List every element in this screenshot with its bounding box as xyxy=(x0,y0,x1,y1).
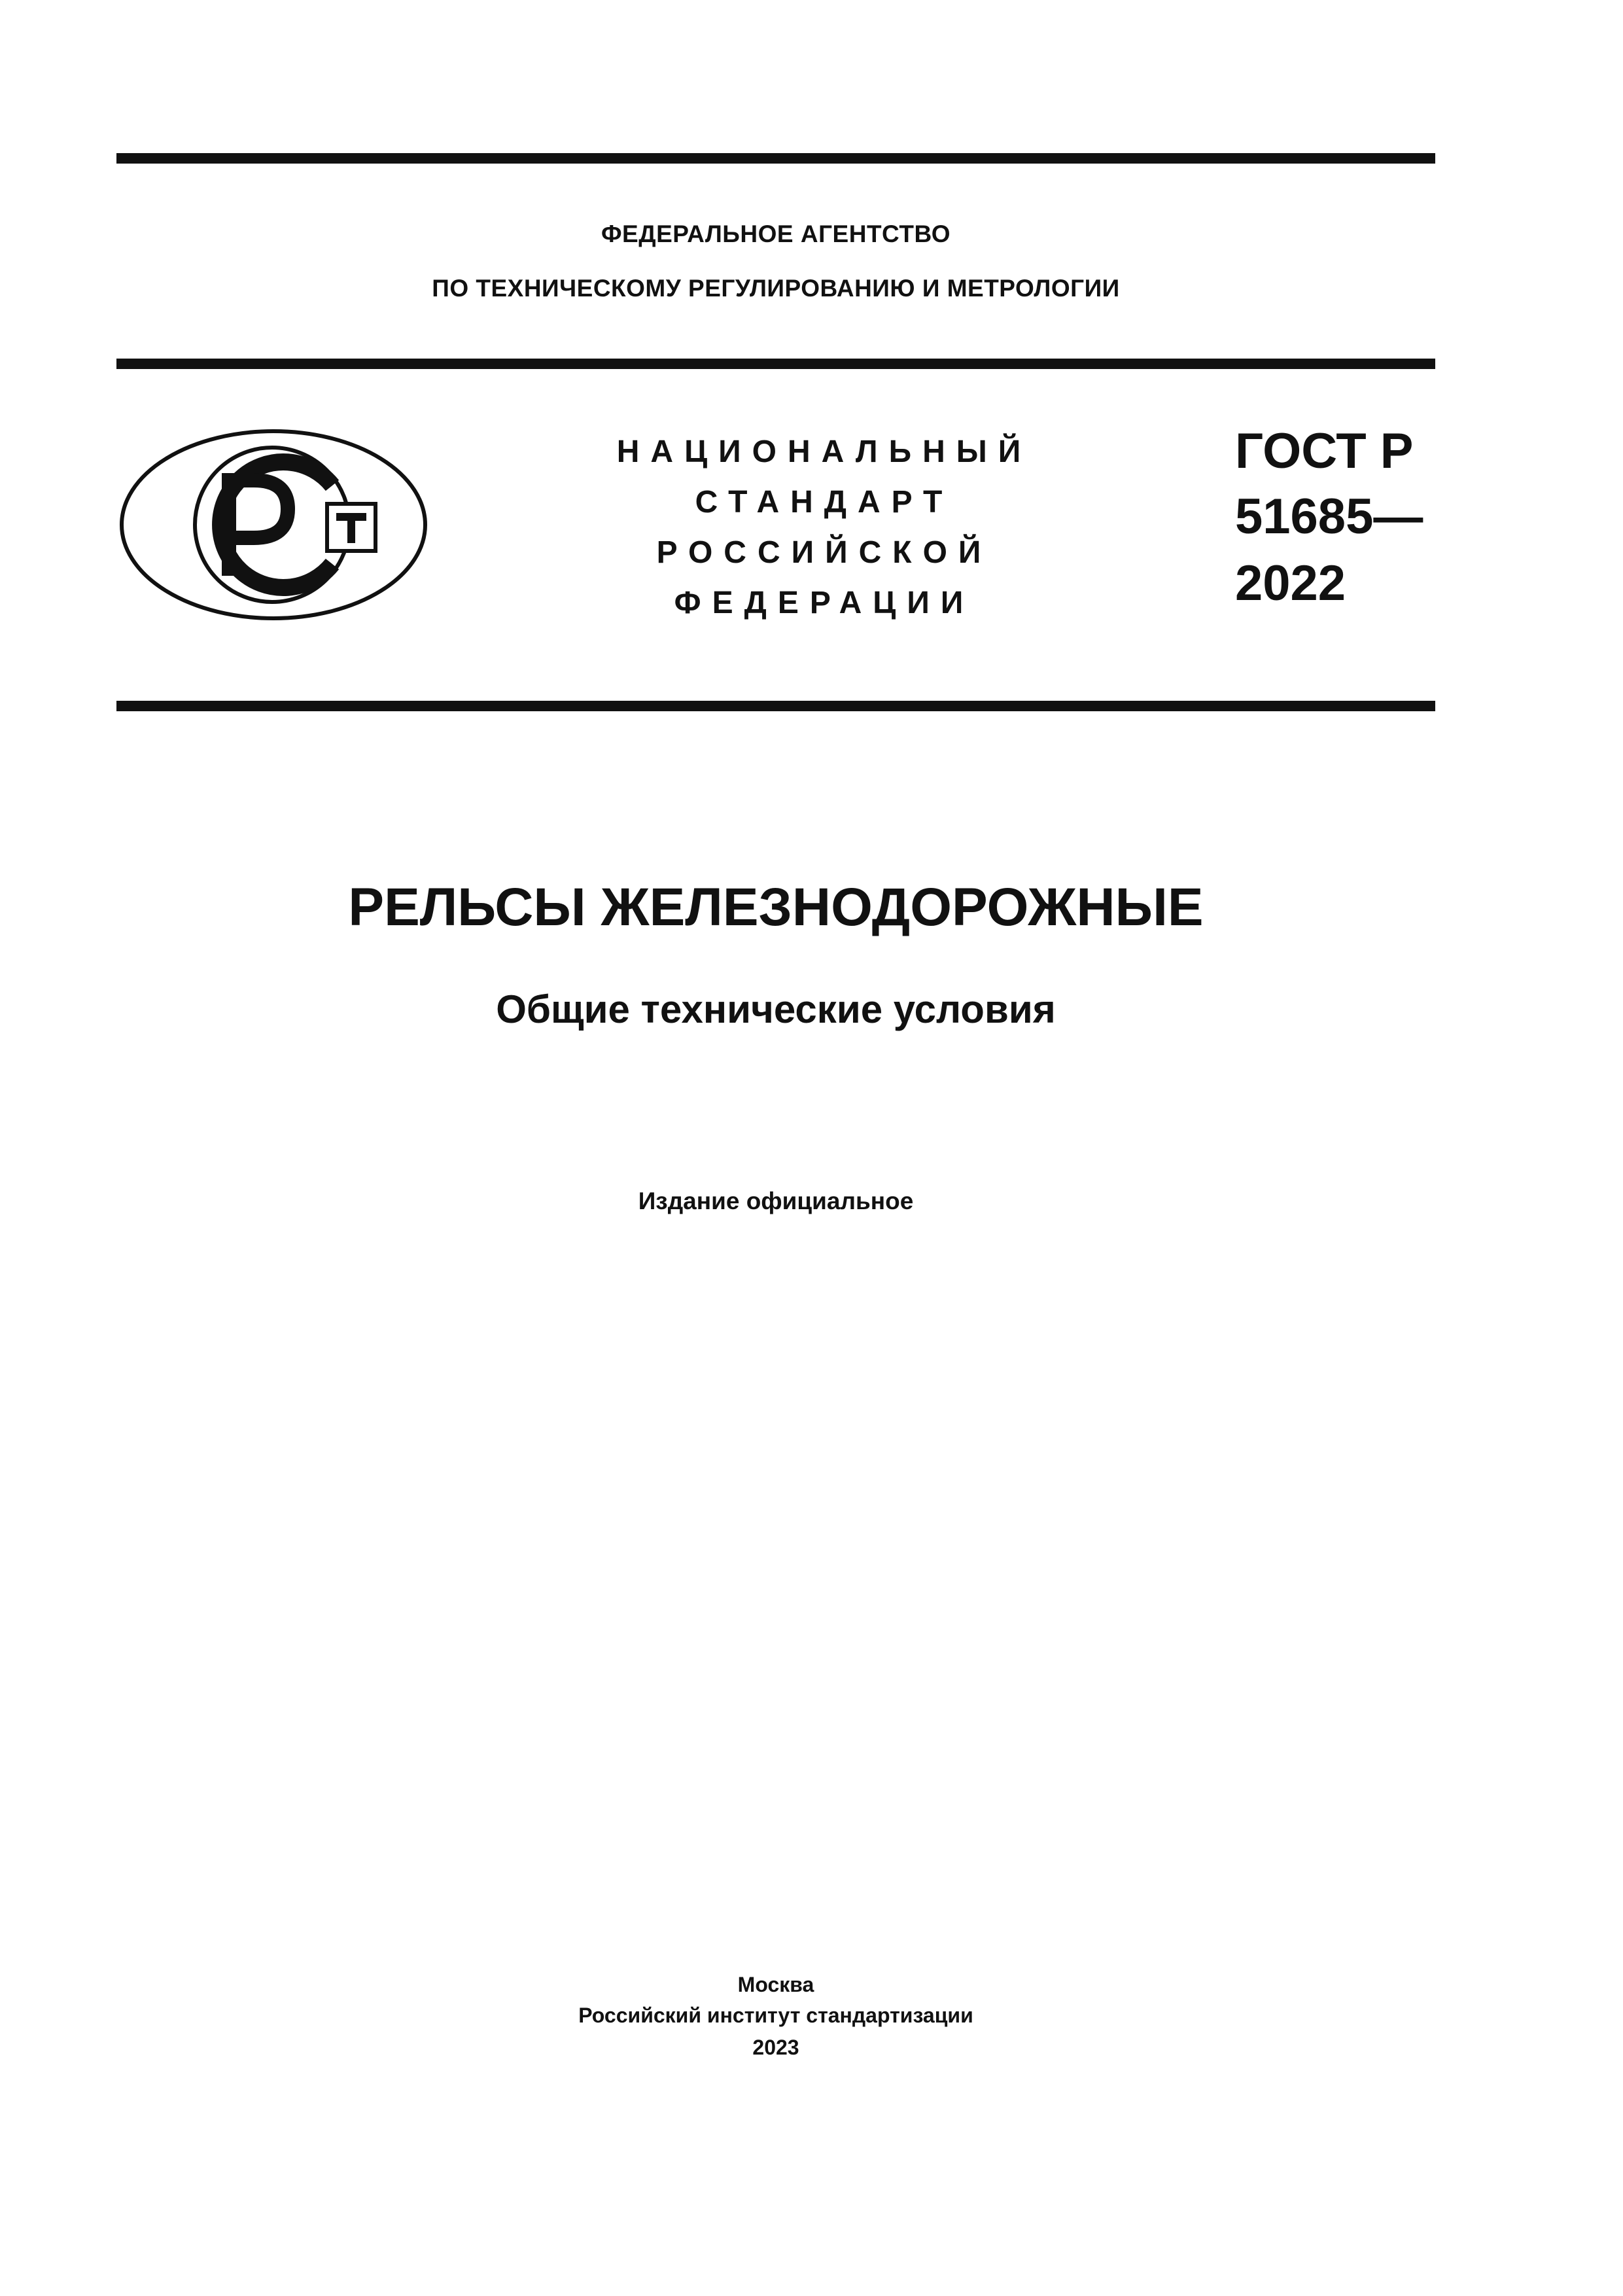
edition-label: Издание официальное xyxy=(638,1188,914,1214)
gost-designation-line-2: 51685— xyxy=(1235,489,1423,544)
gost-designation-line-3: 2022 xyxy=(1235,556,1346,611)
national-line-3: РОССИЙСКОЙ xyxy=(656,535,992,570)
imprint-year: 2023 xyxy=(752,2036,799,2059)
national-line-4: ФЕДЕРАЦИИ xyxy=(674,586,975,620)
national-line-1: НАЦИОНАЛЬНЫЙ xyxy=(616,434,1032,469)
document-subtitle: Общие технические условия xyxy=(496,987,1056,1031)
imprint-city: Москва xyxy=(737,1973,814,1996)
header-rule xyxy=(116,359,1435,369)
agency-line-1: ФЕДЕРАЛЬНОЕ АГЕНТСТВО xyxy=(601,221,951,247)
agency-line-2: ПО ТЕХНИЧЕСКОМУ РЕГУЛИРОВАНИЮ И МЕТРОЛОГИИ xyxy=(432,275,1120,302)
rst-logo-icon xyxy=(116,427,430,623)
block-rule xyxy=(116,701,1435,711)
national-line-2: СТАНДАРТ xyxy=(695,485,954,520)
imprint-publisher: Российский институт стандартизации xyxy=(578,2004,973,2027)
gost-designation-line-1: ГОСТ Р xyxy=(1235,423,1414,479)
document-title: РЕЛЬСЫ ЖЕЛЕЗНОДОРОЖНЫЕ xyxy=(348,877,1204,937)
top-rule xyxy=(116,153,1435,164)
